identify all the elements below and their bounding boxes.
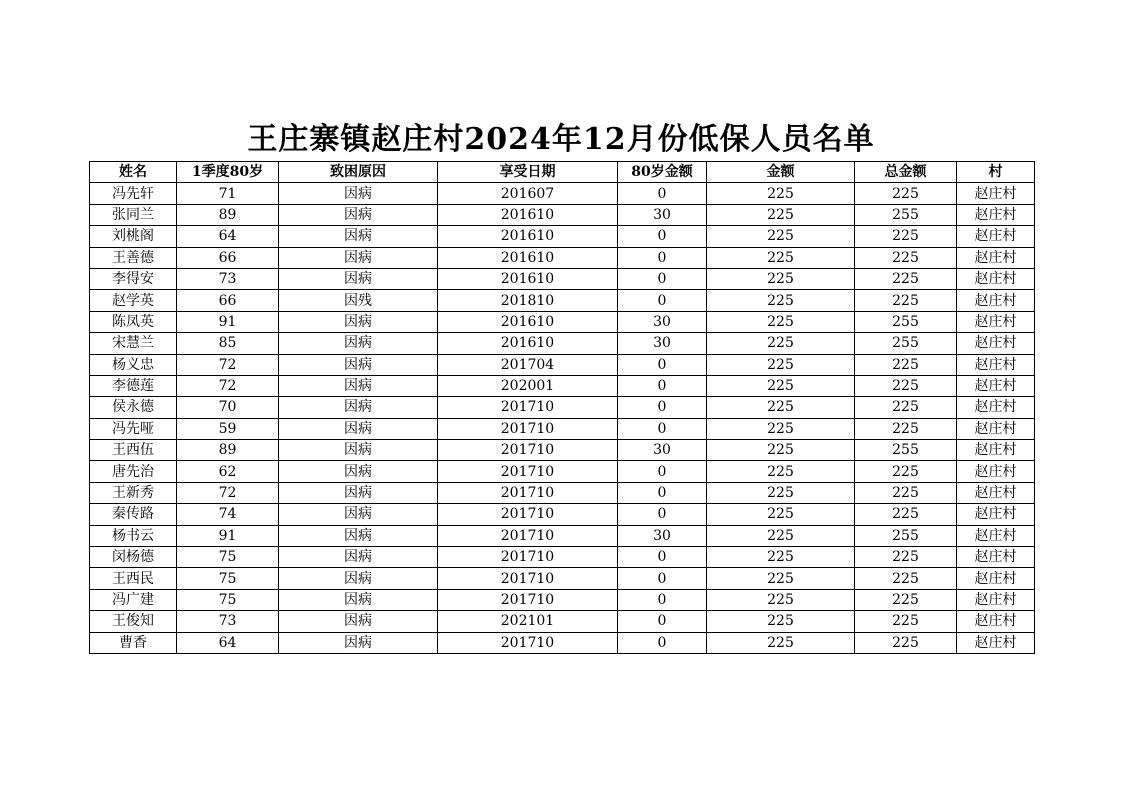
cell-total: 255	[855, 525, 957, 546]
subsistence-roster-table	[89, 161, 1035, 654]
cell-amount: 225	[707, 290, 855, 311]
cell-q1-80: 73	[177, 611, 279, 632]
cell-80-amount: 30	[618, 440, 707, 461]
cell-amount: 225	[707, 568, 855, 589]
cell-80-amount: 0	[618, 482, 707, 503]
cell-80-amount: 0	[618, 418, 707, 439]
table-row	[90, 290, 1035, 311]
cell-total: 225	[855, 504, 957, 525]
cell-village: 赵庄村	[957, 311, 1035, 332]
cell-reason: 因病	[279, 247, 438, 268]
table-row	[90, 440, 1035, 461]
cell-start-date: 201610	[438, 247, 618, 268]
cell-name: 刘桃阁	[90, 226, 177, 247]
cell-q1-80: 91	[177, 525, 279, 546]
table-row	[90, 311, 1035, 332]
cell-start-date: 201610	[438, 311, 618, 332]
cell-total: 255	[855, 311, 957, 332]
header-reason: 致困原因	[279, 162, 438, 183]
cell-name: 李得安	[90, 268, 177, 289]
cell-total: 225	[855, 226, 957, 247]
cell-amount: 225	[707, 397, 855, 418]
cell-q1-80: 62	[177, 461, 279, 482]
table-body	[90, 183, 1035, 654]
cell-amount: 225	[707, 482, 855, 503]
cell-name: 张同兰	[90, 204, 177, 225]
cell-q1-80: 89	[177, 440, 279, 461]
cell-80-amount: 0	[618, 568, 707, 589]
cell-name: 王俊知	[90, 611, 177, 632]
cell-total: 225	[855, 611, 957, 632]
cell-80-amount: 0	[618, 354, 707, 375]
cell-amount: 225	[707, 354, 855, 375]
cell-total: 225	[855, 375, 957, 396]
table-row	[90, 525, 1035, 546]
cell-start-date: 201710	[438, 504, 618, 525]
cell-name: 王西民	[90, 568, 177, 589]
cell-reason: 因残	[279, 290, 438, 311]
cell-start-date: 201610	[438, 226, 618, 247]
cell-village: 赵庄村	[957, 354, 1035, 375]
cell-80-amount: 0	[618, 397, 707, 418]
cell-amount: 225	[707, 611, 855, 632]
cell-reason: 因病	[279, 440, 438, 461]
cell-q1-80: 71	[177, 183, 279, 204]
cell-amount: 225	[707, 247, 855, 268]
cell-amount: 225	[707, 547, 855, 568]
cell-reason: 因病	[279, 547, 438, 568]
cell-start-date: 201710	[438, 568, 618, 589]
cell-amount: 225	[707, 632, 855, 653]
table-row	[90, 183, 1035, 204]
cell-amount: 225	[707, 525, 855, 546]
cell-amount: 225	[707, 333, 855, 354]
header-village: 村	[957, 162, 1035, 183]
cell-start-date: 201704	[438, 354, 618, 375]
cell-reason: 因病	[279, 375, 438, 396]
table-header-row	[90, 162, 1035, 183]
cell-village: 赵庄村	[957, 589, 1035, 610]
table-row	[90, 247, 1035, 268]
cell-total: 225	[855, 397, 957, 418]
cell-village: 赵庄村	[957, 547, 1035, 568]
cell-village: 赵庄村	[957, 333, 1035, 354]
cell-village: 赵庄村	[957, 226, 1035, 247]
table-row	[90, 204, 1035, 225]
cell-80-amount: 0	[618, 461, 707, 482]
cell-name: 冯先哑	[90, 418, 177, 439]
cell-total: 255	[855, 204, 957, 225]
cell-start-date: 201710	[438, 589, 618, 610]
cell-name: 王西伍	[90, 440, 177, 461]
cell-start-date: 201610	[438, 204, 618, 225]
cell-80-amount: 30	[618, 333, 707, 354]
cell-reason: 因病	[279, 482, 438, 503]
cell-village: 赵庄村	[957, 375, 1035, 396]
cell-village: 赵庄村	[957, 204, 1035, 225]
cell-start-date: 201710	[438, 632, 618, 653]
cell-start-date: 201710	[438, 397, 618, 418]
cell-q1-80: 75	[177, 568, 279, 589]
cell-total: 225	[855, 568, 957, 589]
table-row	[90, 268, 1035, 289]
cell-name: 冯先轩	[90, 183, 177, 204]
cell-name: 王新秀	[90, 482, 177, 503]
cell-q1-80: 72	[177, 375, 279, 396]
cell-reason: 因病	[279, 268, 438, 289]
cell-village: 赵庄村	[957, 461, 1035, 482]
cell-q1-80: 75	[177, 589, 279, 610]
cell-total: 225	[855, 290, 957, 311]
cell-amount: 225	[707, 183, 855, 204]
cell-total: 225	[855, 268, 957, 289]
cell-village: 赵庄村	[957, 247, 1035, 268]
cell-reason: 因病	[279, 183, 438, 204]
cell-reason: 因病	[279, 589, 438, 610]
cell-reason: 因病	[279, 525, 438, 546]
cell-80-amount: 0	[618, 247, 707, 268]
cell-80-amount: 0	[618, 632, 707, 653]
cell-total: 225	[855, 482, 957, 503]
cell-amount: 225	[707, 504, 855, 525]
cell-name: 唐先治	[90, 461, 177, 482]
cell-80-amount: 0	[618, 290, 707, 311]
cell-q1-80: 73	[177, 268, 279, 289]
cell-reason: 因病	[279, 354, 438, 375]
cell-amount: 225	[707, 418, 855, 439]
cell-start-date: 201810	[438, 290, 618, 311]
cell-80-amount: 30	[618, 204, 707, 225]
cell-amount: 225	[707, 440, 855, 461]
header-total: 总金额	[855, 162, 957, 183]
table-row	[90, 226, 1035, 247]
cell-reason: 因病	[279, 418, 438, 439]
header-name: 姓名	[90, 162, 177, 183]
cell-reason: 因病	[279, 226, 438, 247]
cell-village: 赵庄村	[957, 397, 1035, 418]
cell-reason: 因病	[279, 632, 438, 653]
cell-80-amount: 0	[618, 611, 707, 632]
cell-total: 225	[855, 354, 957, 375]
cell-total: 255	[855, 440, 957, 461]
cell-q1-80: 64	[177, 632, 279, 653]
cell-village: 赵庄村	[957, 632, 1035, 653]
cell-start-date: 202101	[438, 611, 618, 632]
cell-q1-80: 74	[177, 504, 279, 525]
cell-village: 赵庄村	[957, 183, 1035, 204]
cell-name: 侯永德	[90, 397, 177, 418]
table-row	[90, 589, 1035, 610]
cell-village: 赵庄村	[957, 482, 1035, 503]
cell-reason: 因病	[279, 311, 438, 332]
cell-start-date: 201710	[438, 440, 618, 461]
table-row	[90, 482, 1035, 503]
cell-start-date: 201710	[438, 547, 618, 568]
cell-total: 225	[855, 461, 957, 482]
cell-name: 闵杨德	[90, 547, 177, 568]
cell-village: 赵庄村	[957, 268, 1035, 289]
cell-amount: 225	[707, 461, 855, 482]
cell-total: 225	[855, 632, 957, 653]
cell-total: 225	[855, 547, 957, 568]
cell-80-amount: 0	[618, 226, 707, 247]
cell-total: 225	[855, 418, 957, 439]
cell-start-date: 201710	[438, 482, 618, 503]
table-row	[90, 611, 1035, 632]
cell-village: 赵庄村	[957, 568, 1035, 589]
table-row	[90, 504, 1035, 525]
cell-total: 225	[855, 589, 957, 610]
cell-village: 赵庄村	[957, 290, 1035, 311]
table-row	[90, 333, 1035, 354]
cell-reason: 因病	[279, 568, 438, 589]
cell-name: 秦传路	[90, 504, 177, 525]
table-row	[90, 375, 1035, 396]
cell-q1-80: 66	[177, 290, 279, 311]
cell-start-date: 201610	[438, 268, 618, 289]
cell-reason: 因病	[279, 333, 438, 354]
cell-q1-80: 72	[177, 482, 279, 503]
cell-reason: 因病	[279, 504, 438, 525]
cell-q1-80: 72	[177, 354, 279, 375]
table-row	[90, 397, 1035, 418]
cell-name: 陈凤英	[90, 311, 177, 332]
table-row	[90, 354, 1035, 375]
cell-start-date: 201710	[438, 418, 618, 439]
cell-q1-80: 64	[177, 226, 279, 247]
header-q1-80: 1季度80岁	[177, 162, 279, 183]
cell-village: 赵庄村	[957, 504, 1035, 525]
cell-q1-80: 85	[177, 333, 279, 354]
cell-reason: 因病	[279, 611, 438, 632]
cell-80-amount: 0	[618, 547, 707, 568]
cell-start-date: 201710	[438, 525, 618, 546]
cell-amount: 225	[707, 268, 855, 289]
cell-name: 杨义忠	[90, 354, 177, 375]
header-80-amount: 80岁金额	[618, 162, 707, 183]
table-row	[90, 568, 1035, 589]
cell-start-date: 201607	[438, 183, 618, 204]
cell-q1-80: 66	[177, 247, 279, 268]
cell-village: 赵庄村	[957, 418, 1035, 439]
cell-village: 赵庄村	[957, 525, 1035, 546]
cell-village: 赵庄村	[957, 440, 1035, 461]
cell-80-amount: 0	[618, 183, 707, 204]
cell-q1-80: 59	[177, 418, 279, 439]
cell-80-amount: 0	[618, 504, 707, 525]
cell-amount: 225	[707, 204, 855, 225]
cell-start-date: 201710	[438, 461, 618, 482]
table-row	[90, 632, 1035, 653]
cell-amount: 225	[707, 226, 855, 247]
cell-total: 225	[855, 247, 957, 268]
cell-amount: 225	[707, 375, 855, 396]
header-amount: 金额	[707, 162, 855, 183]
cell-80-amount: 30	[618, 311, 707, 332]
cell-name: 王善德	[90, 247, 177, 268]
cell-q1-80: 89	[177, 204, 279, 225]
header-start-date: 享受日期	[438, 162, 618, 183]
table-row	[90, 547, 1035, 568]
cell-name: 赵学英	[90, 290, 177, 311]
cell-reason: 因病	[279, 461, 438, 482]
cell-q1-80: 70	[177, 397, 279, 418]
cell-80-amount: 30	[618, 525, 707, 546]
cell-q1-80: 75	[177, 547, 279, 568]
cell-start-date: 201610	[438, 333, 618, 354]
cell-village: 赵庄村	[957, 611, 1035, 632]
document-title: 王庄寨镇赵庄村2024年12月份低保人员名单	[247, 122, 875, 157]
cell-name: 冯广建	[90, 589, 177, 610]
cell-80-amount: 0	[618, 375, 707, 396]
cell-start-date: 202001	[438, 375, 618, 396]
table-row	[90, 418, 1035, 439]
cell-total: 225	[855, 183, 957, 204]
cell-name: 杨书云	[90, 525, 177, 546]
table-row	[90, 461, 1035, 482]
cell-name: 宋慧兰	[90, 333, 177, 354]
cell-total: 255	[855, 333, 957, 354]
cell-reason: 因病	[279, 397, 438, 418]
cell-80-amount: 0	[618, 589, 707, 610]
cell-amount: 225	[707, 589, 855, 610]
cell-q1-80: 91	[177, 311, 279, 332]
cell-name: 李德莲	[90, 375, 177, 396]
cell-name: 曹香	[90, 632, 177, 653]
cell-amount: 225	[707, 311, 855, 332]
cell-80-amount: 0	[618, 268, 707, 289]
cell-reason: 因病	[279, 204, 438, 225]
